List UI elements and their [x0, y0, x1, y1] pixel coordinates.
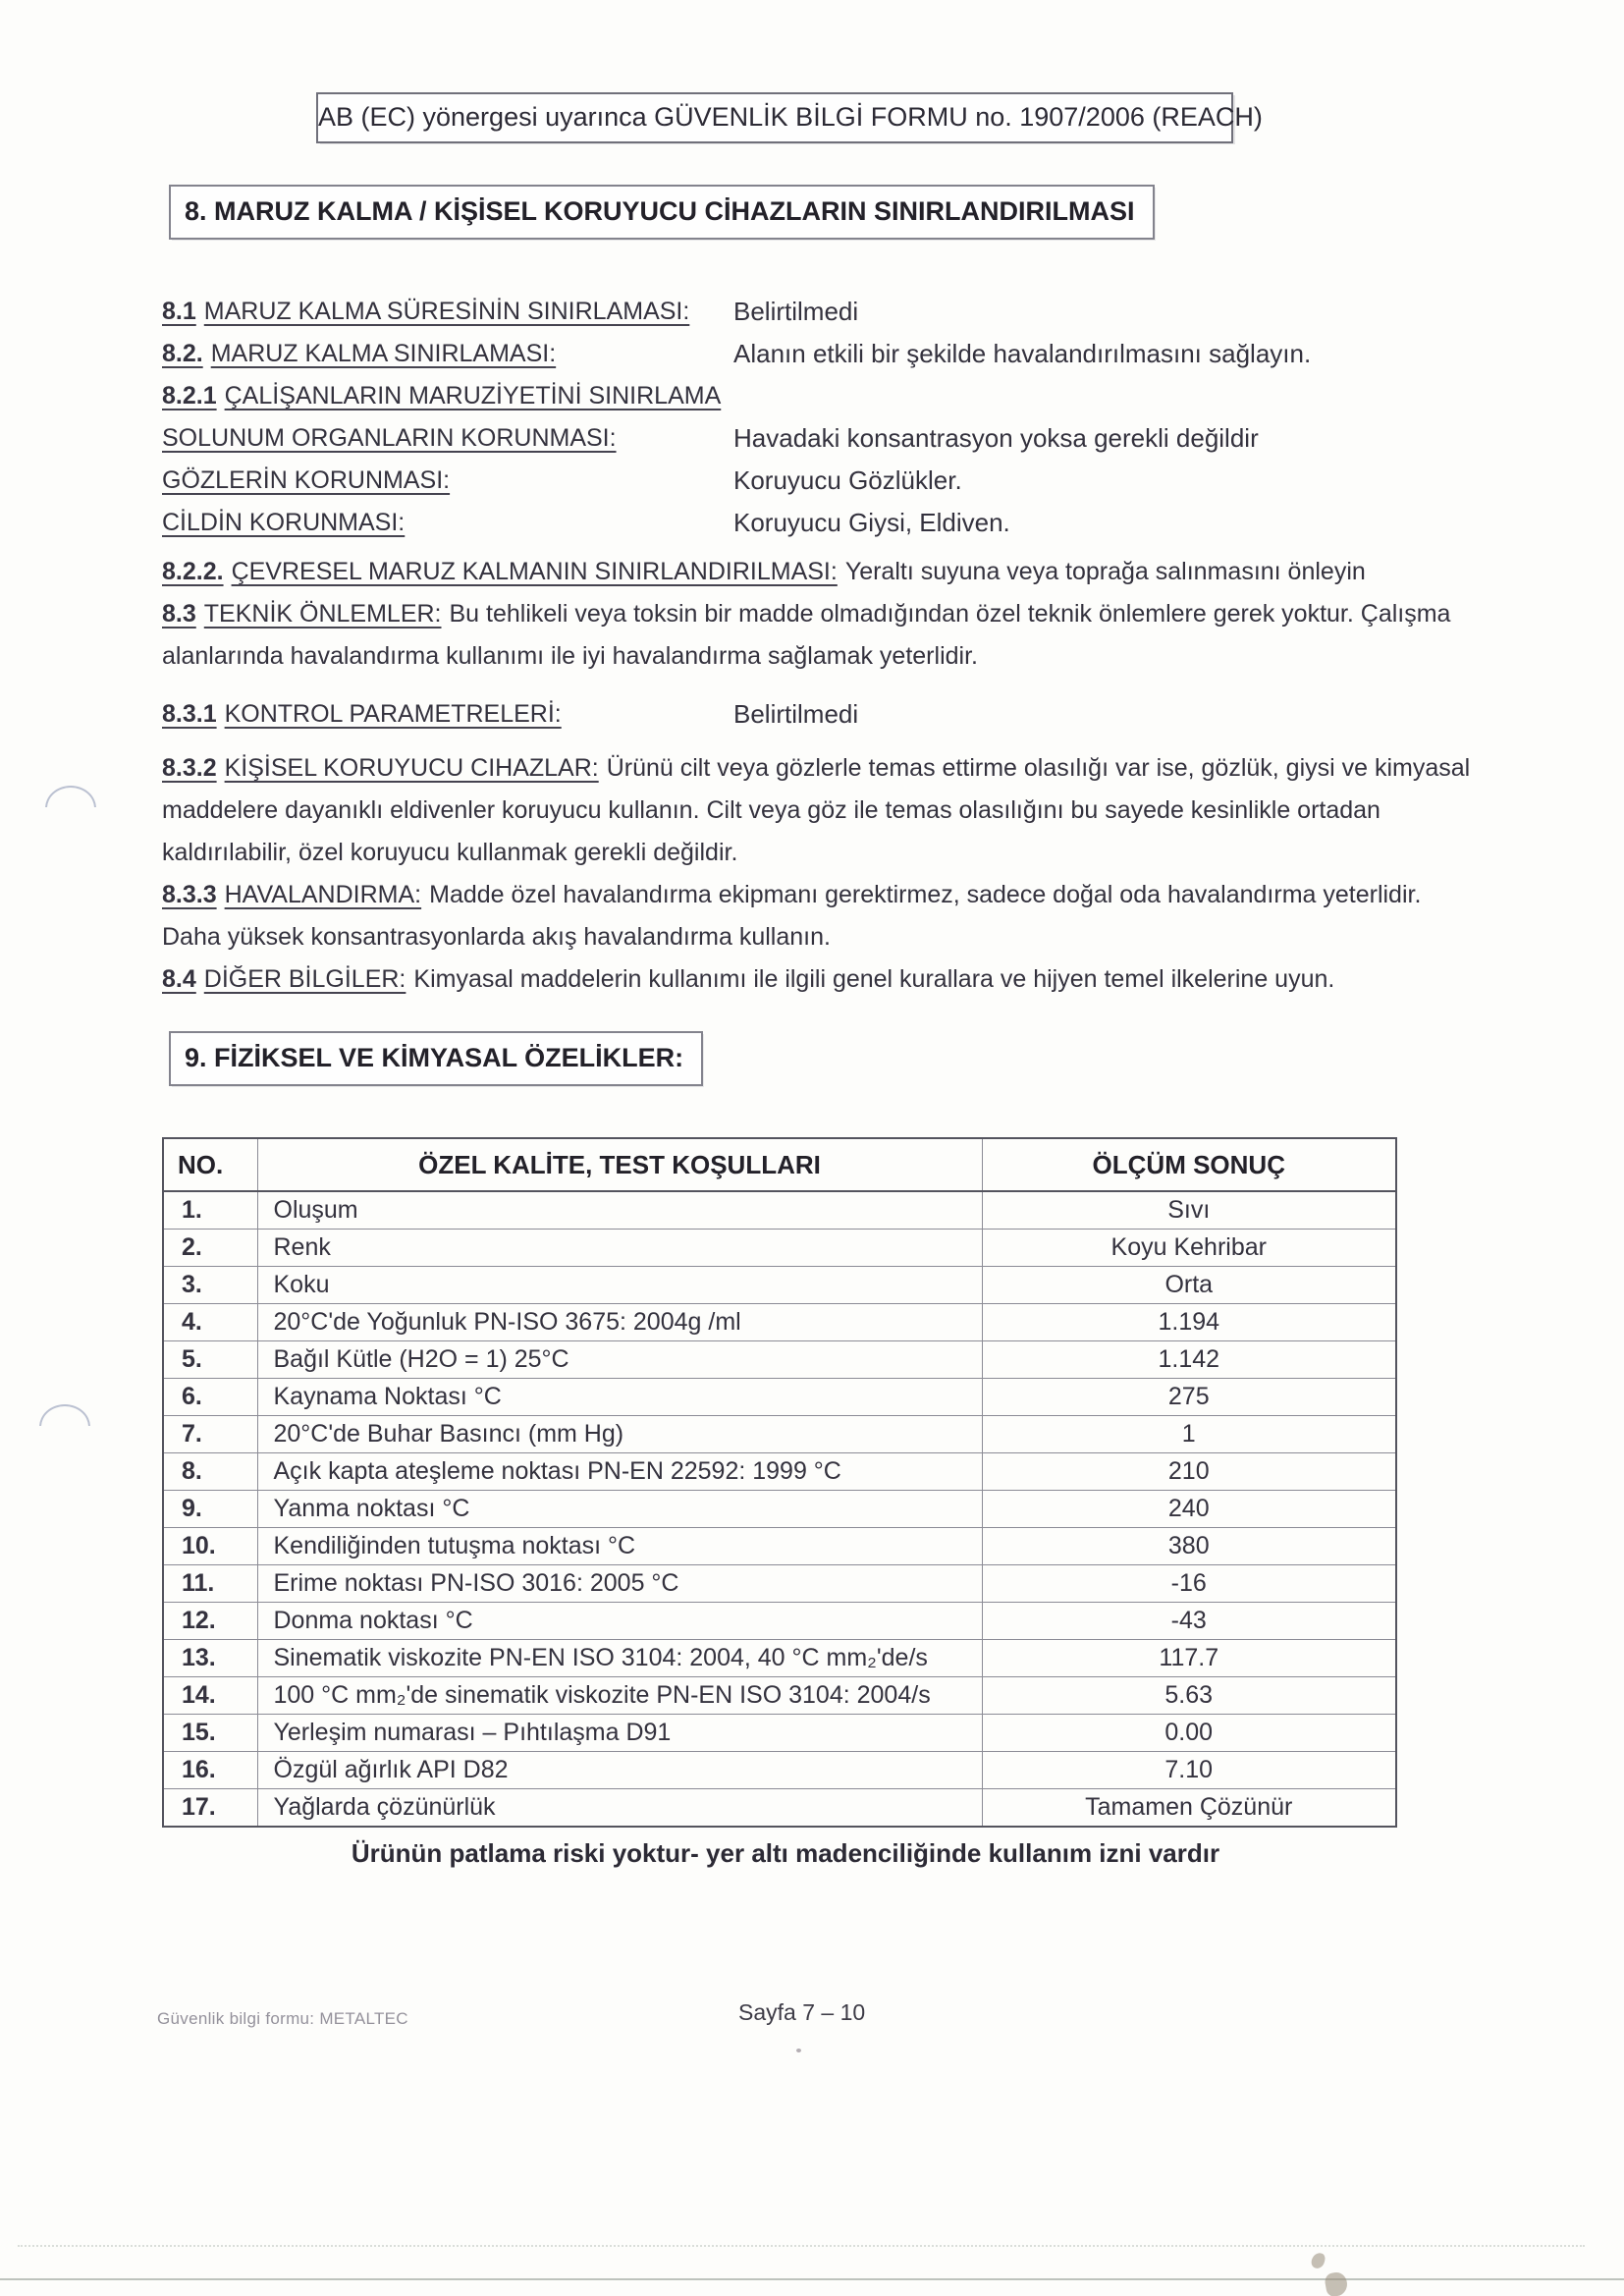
kv-row-8-1	[162, 291, 1483, 333]
row-quality: 100 °C mm₂'de sinematik viskozite PN-EN ISO 3104: 2004/s	[257, 1677, 982, 1715]
field-value	[733, 375, 1483, 417]
paragraph-text: Bu tehlikeli veya toksin bir madde olmadığından özel teknik önlemlere gerek yoktur. Çalışma alanlarında havalandırma kullanımı ile iyi havalandırma sağlamak yeterlidir.	[162, 600, 1451, 670]
field-value: Belirtilmedi	[733, 699, 859, 729]
row-no: 16.	[163, 1752, 257, 1789]
row-no: 13.	[163, 1640, 257, 1677]
row-quality: Kendiliğinden tutuşma noktası °C	[257, 1528, 982, 1565]
row-result: 5.63	[982, 1677, 1396, 1715]
clause-label: MARUZ KALMA SINIRLAMASI:	[210, 340, 557, 367]
row-result: Koyu Kehribar	[982, 1230, 1396, 1267]
table-row	[163, 1640, 1396, 1677]
field-value: Belirtilmedi	[733, 297, 859, 326]
row-no: 12.	[163, 1603, 257, 1640]
document-banner-title: AB (EC) yönergesi uyarınca GÜVENLİK BİLGİ FORMU no. 1907/2006 (REACH)	[316, 92, 1233, 143]
clause-number: 8.3.3	[162, 881, 217, 908]
clause-label: TEKNİK ÖNLEMLER:	[203, 600, 442, 628]
row-no: 10.	[163, 1528, 257, 1565]
scan-pen-arc	[39, 1404, 90, 1426]
section8-heading: 8. MARUZ KALMA / KİŞİSEL KORUYUCU CİHAZLARIN SINIRLANDIRILMASI	[169, 185, 1155, 240]
paragraph-8-3-3	[162, 874, 1483, 958]
physical-properties-table	[162, 1137, 1397, 1828]
clause-label: SOLUNUM ORGANLARIN KORUNMASI:	[162, 424, 617, 452]
row-quality: Donma noktası °C	[257, 1603, 982, 1640]
clause-lead	[162, 881, 421, 908]
row-quality: 20°C'de Yoğunluk PN-ISO 3675: 2004g /ml	[257, 1304, 982, 1341]
paragraph-8-3-2	[162, 747, 1483, 874]
row-result: 210	[982, 1453, 1396, 1491]
field-label	[162, 502, 733, 544]
kv-row-cildin	[162, 502, 1483, 544]
row-quality: Açık kapta ateşleme noktası PN-EN 22592: 1999 °C	[257, 1453, 982, 1491]
clause-number: 8.4	[162, 965, 196, 993]
table-row	[163, 1304, 1396, 1341]
paragraph-text: Madde özel havalandırma ekipmanı gerektirmez, sadece doğal oda havalandırma yeterlidir. Daha yüksek konsantrasyonlarda akış havalandırma kullanın.	[162, 881, 1422, 951]
table-row	[163, 1603, 1396, 1640]
field-label	[162, 375, 733, 417]
kv-row-solunum	[162, 417, 1483, 460]
clause-label: DİĞER BİLGİLER:	[203, 965, 406, 993]
row-quality: Yanma noktası °C	[257, 1491, 982, 1528]
row-no: 14.	[163, 1677, 257, 1715]
paragraph-text: Yeraltı suyuna veya toprağa salınmasını önleyin	[844, 558, 1366, 585]
row-no: 1.	[163, 1191, 257, 1230]
row-quality: Oluşum	[257, 1191, 982, 1230]
row-quality: Koku	[257, 1267, 982, 1304]
kv-row-8-3-1	[162, 693, 1483, 736]
row-result: 0.00	[982, 1715, 1396, 1752]
clause-label: KİŞİSEL KORUYUCU CIHAZLAR:	[224, 754, 599, 782]
row-quality: Sinematik viskozite PN-EN ISO 3104: 2004, 40 °C mm₂'de/s	[257, 1640, 982, 1677]
scan-speck	[796, 2049, 801, 2052]
table-row	[163, 1677, 1396, 1715]
table-row	[163, 1528, 1396, 1565]
col-header-result: ÖLÇÜM SONUÇ	[982, 1138, 1396, 1191]
row-no: 17.	[163, 1789, 257, 1828]
paragraph-8-2-2	[162, 551, 1483, 593]
table-row	[163, 1752, 1396, 1789]
table-row	[163, 1416, 1396, 1453]
clause-number: 8.2.1	[162, 382, 217, 410]
row-result: 380	[982, 1528, 1396, 1565]
kv-row-8-2	[162, 333, 1483, 375]
table-row	[163, 1379, 1396, 1416]
row-quality: Yağlarda çözünürlük	[257, 1789, 982, 1828]
paragraph-text: Ürünü cilt veya gözlerle temas ettirme olasılığı var ise, gözlük, giysi ve kimyasal maddelere dayanıklı eldivenler koruyucu kullanın. Cilt veya göz ile temas olasılığını bu sayede kesinlikle ortadan kaldırılabilir, özel koruyucu kullanmak gerekli değildir.	[162, 754, 1471, 866]
row-quality: 20°C'de Buhar Basıncı (mm Hg)	[257, 1416, 982, 1453]
footer-page-number: Sayfa 7 – 10	[738, 1999, 866, 2025]
clause-number: 8.2.	[162, 340, 203, 367]
table-row	[163, 1453, 1396, 1491]
clause-number: 8.1	[162, 298, 196, 325]
clause-lead	[162, 754, 599, 782]
paragraph-8-3	[162, 593, 1483, 678]
field-label	[162, 291, 733, 333]
field-value: Koruyucu Giysi, Eldiven.	[733, 508, 1010, 537]
row-result: 7.10	[982, 1752, 1396, 1789]
row-quality: Bağıl Kütle (H2O = 1) 25°C	[257, 1341, 982, 1379]
row-quality: Yerleşim numarası – Pıhtılaşma D91	[257, 1715, 982, 1752]
row-result: Orta	[982, 1267, 1396, 1304]
field-label	[162, 693, 733, 736]
paragraph-8-4	[162, 958, 1483, 1001]
kv-row-gozlerin	[162, 460, 1483, 502]
table-header-row	[163, 1138, 1396, 1191]
table-row	[163, 1230, 1396, 1267]
field-value: Havadaki konsantrasyon yoksa gerekli değildir	[733, 423, 1259, 453]
clause-label: ÇEVRESEL MARUZ KALMANIN SINIRLANDIRILMASI:	[231, 558, 838, 585]
table-row	[163, 1715, 1396, 1752]
clause-label: KONTROL PARAMETRELERİ:	[224, 700, 562, 728]
field-value: Alanın etkili bir şekilde havalandırılmasını sağlayın.	[733, 339, 1312, 368]
row-quality: Kaynama Noktası °C	[257, 1379, 982, 1416]
field-label	[162, 417, 733, 460]
table-row	[163, 1789, 1396, 1828]
section8-content	[162, 291, 1483, 1001]
row-quality: Erime noktası PN-ISO 3016: 2005 °C	[257, 1565, 982, 1603]
scan-faint-dotted-line	[18, 2245, 1585, 2247]
row-no: 6.	[163, 1379, 257, 1416]
row-no: 7.	[163, 1416, 257, 1453]
row-result: 240	[982, 1491, 1396, 1528]
row-result: Tamamen Çözünür	[982, 1789, 1396, 1828]
row-no: 15.	[163, 1715, 257, 1752]
row-result: Sıvı	[982, 1191, 1396, 1230]
field-value: Koruyucu Gözlükler.	[733, 465, 962, 495]
row-result: 1.194	[982, 1304, 1396, 1341]
scan-bottom-line	[0, 2278, 1624, 2280]
section9-heading: 9. FİZİKSEL VE KİMYASAL ÖZELİKLER:	[169, 1031, 703, 1086]
clause-label: ÇALİŞANLARIN MARUZİYETİNİ SINIRLAMA	[224, 382, 722, 410]
paragraph-text: Kimyasal maddelerin kullanımı ile ilgili genel kurallara ve hijyen temel ilkelerine uyun.	[413, 965, 1335, 993]
table-row	[163, 1191, 1396, 1230]
row-result: -43	[982, 1603, 1396, 1640]
scan-smudge	[1324, 2270, 1349, 2296]
table-row	[163, 1267, 1396, 1304]
field-label	[162, 333, 733, 375]
clause-label: MARUZ KALMA SÜRESİNİN SINIRLAMASI:	[203, 298, 690, 325]
row-no: 3.	[163, 1267, 257, 1304]
scan-smudge	[1310, 2252, 1326, 2270]
scan-pen-arc	[45, 786, 96, 807]
row-no: 9.	[163, 1491, 257, 1528]
clause-lead	[162, 965, 406, 993]
col-header-quality: ÖZEL KALİTE, TEST KOŞULLARI	[257, 1138, 982, 1191]
clause-number: 8.3.1	[162, 700, 217, 728]
row-result: -16	[982, 1565, 1396, 1603]
clause-label: HAVALANDIRMA:	[224, 881, 422, 908]
row-no: 8.	[163, 1453, 257, 1491]
kv-row-8-2-1	[162, 375, 1483, 417]
col-header-no: NO.	[163, 1138, 257, 1191]
row-no: 4.	[163, 1304, 257, 1341]
row-result: 117.7	[982, 1640, 1396, 1677]
clause-lead	[162, 600, 442, 628]
row-result: 1	[982, 1416, 1396, 1453]
clause-number: 8.3.2	[162, 754, 217, 782]
clause-number: 8.2.2.	[162, 558, 224, 585]
footer-doc-name: Güvenlik bilgi formu: METALTEC	[157, 2009, 408, 2028]
table-row	[163, 1491, 1396, 1528]
row-quality: Özgül ağırlık API D82	[257, 1752, 982, 1789]
table-row	[163, 1565, 1396, 1603]
row-no: 11.	[163, 1565, 257, 1603]
clause-label: GÖZLERİN KORUNMASI:	[162, 466, 451, 494]
row-result: 1.142	[982, 1341, 1396, 1379]
row-quality: Renk	[257, 1230, 982, 1267]
field-label	[162, 460, 733, 502]
row-no: 5.	[163, 1341, 257, 1379]
row-no: 2.	[163, 1230, 257, 1267]
clause-lead	[162, 558, 838, 585]
explosion-note: Ürünün patlama riski yoktur- yer altı madenciliğinde kullanım izni vardır	[351, 1838, 1220, 1868]
row-result: 275	[982, 1379, 1396, 1416]
clause-label: CİLDİN KORUNMASI:	[162, 509, 406, 536]
table-row	[163, 1341, 1396, 1379]
clause-number: 8.3	[162, 600, 196, 628]
